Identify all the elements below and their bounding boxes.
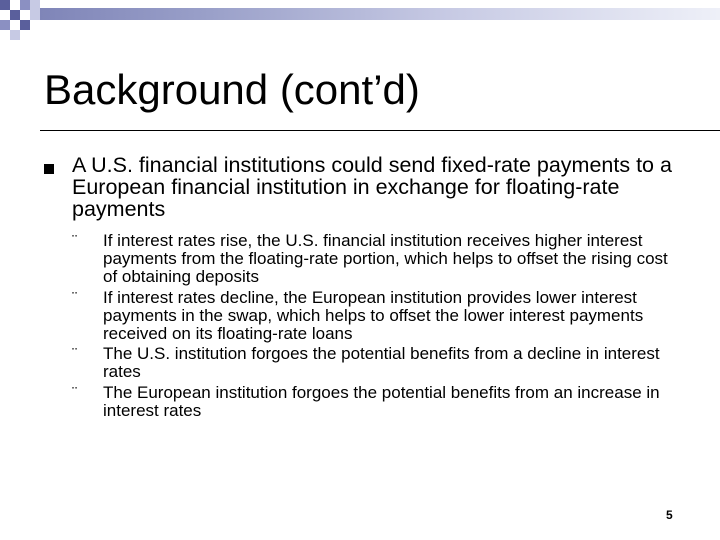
slide-title: Background (cont’d): [44, 66, 420, 113]
title-underline: [40, 130, 720, 131]
checker-header-decoration: [0, 0, 720, 40]
sub-bullet-item: [72, 345, 672, 381]
main-bullet-square: [44, 164, 54, 174]
sub-bullet-text: The European institution forgoes the potential benefits from an increase in interest rates: [103, 382, 660, 420]
hollow-square-bullet-icon: ¨: [72, 384, 78, 402]
checker-square: [30, 10, 40, 20]
sub-bullet-list: [72, 232, 672, 420]
sub-bullet-text: If interest rates rise, the U.S. financial institution receives higher interest payments from the floating-rate portion, which helps to offset the rising cost of obtaining deposits: [103, 231, 668, 286]
page-number: 5: [666, 508, 673, 522]
checker-square: [20, 20, 30, 30]
sub-bullet-item: [72, 384, 672, 420]
checker-square: [10, 10, 20, 20]
checker-square: [10, 30, 20, 40]
sub-bullet-item: [72, 232, 672, 286]
sub-bullet-text: If interest rates decline, the European institution provides lower interest payments in the swap, which helps to offset the lower interest payments received on its floating-rate loans: [103, 287, 644, 343]
checker-square: [30, 0, 40, 10]
checker-square: [0, 20, 10, 30]
header-gradient-band: [40, 8, 720, 20]
hollow-square-bullet-icon: ¨: [72, 233, 78, 250]
sub-bullet-item: [72, 289, 672, 343]
hollow-square-bullet-icon: ¨: [72, 289, 78, 307]
checker-square: [0, 0, 10, 10]
hollow-square-bullet-icon: ¨: [72, 346, 78, 363]
sub-bullet-text: The U.S. institution forgoes the potential benefits from a decline in interest rates: [103, 344, 660, 381]
checker-square: [20, 0, 30, 10]
main-bullet-text: A U.S. financial institutions could send fixed-rate payments to a European financial institution in exchange for floating-rate payments: [72, 153, 672, 221]
